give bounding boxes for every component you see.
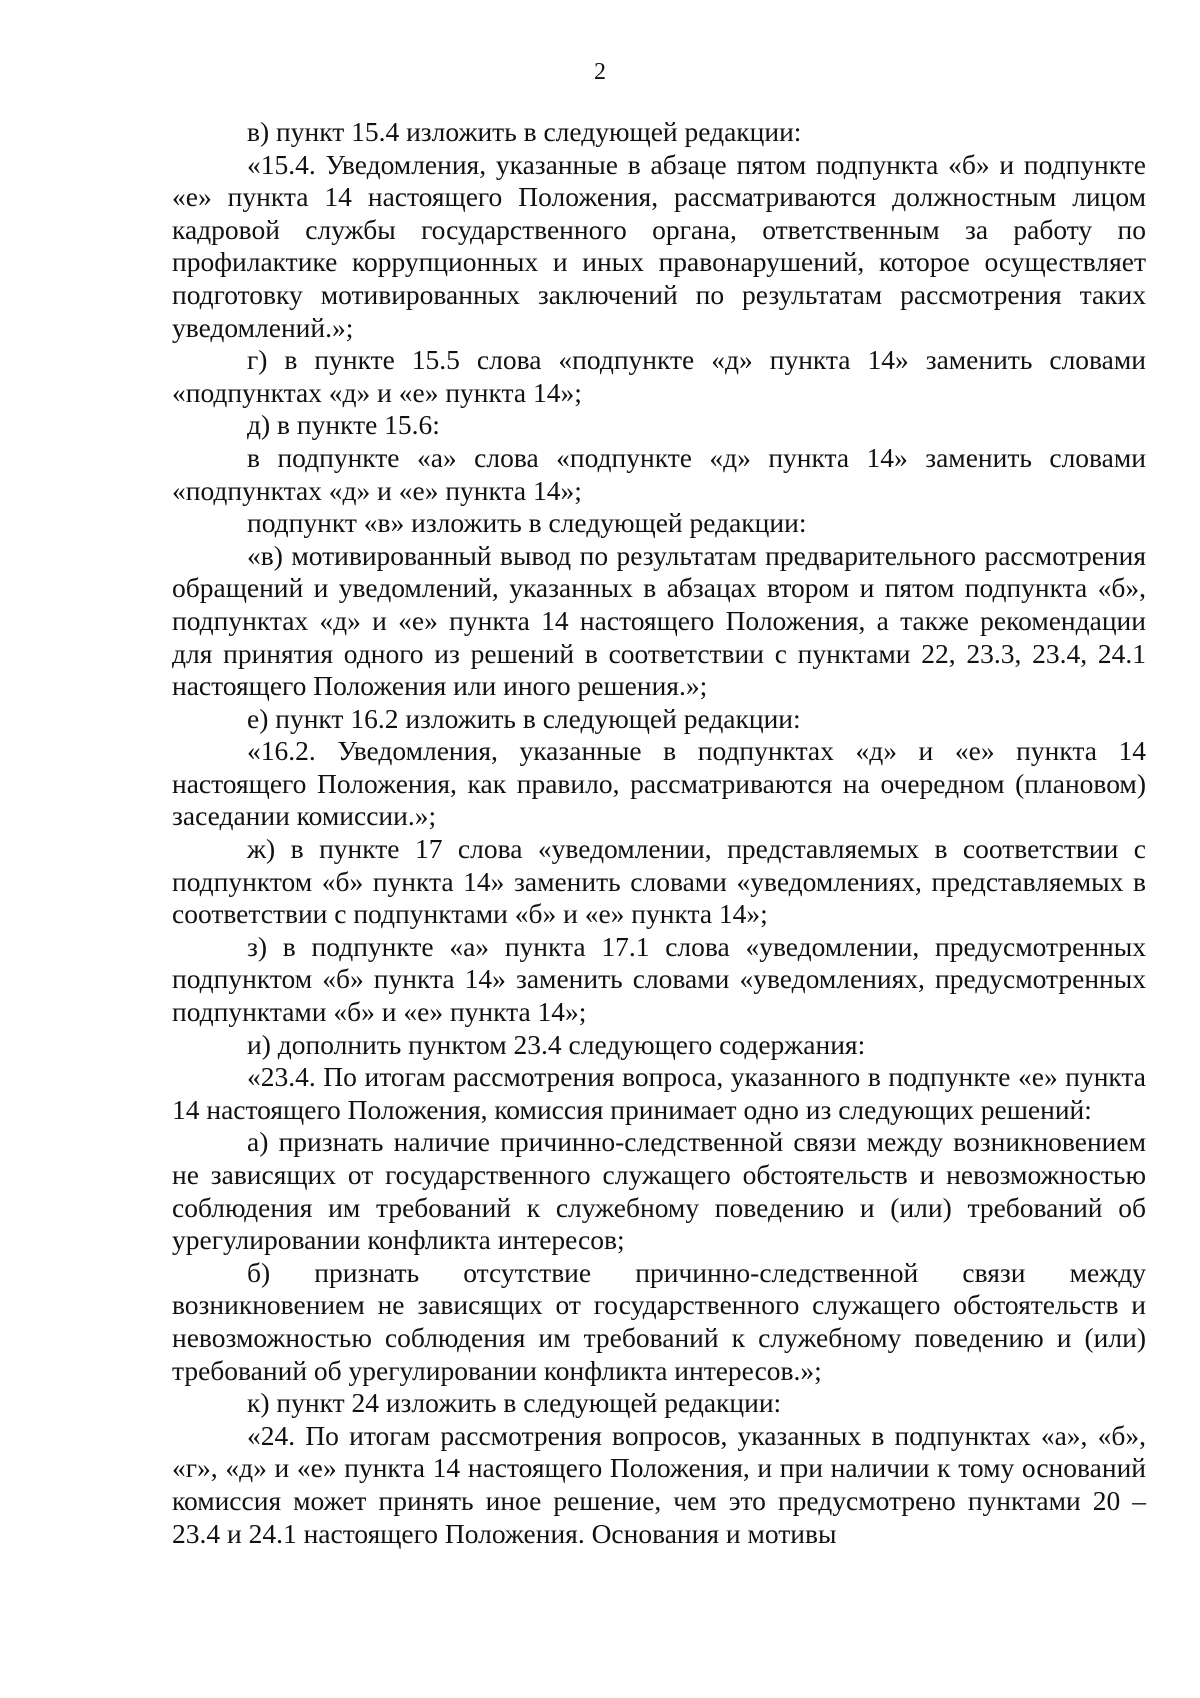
paragraph-23-4-text: «23.4. По итогам рассмотрения вопроса, указанного в подпункте «е» пункта 14 настоящего Положения, комиссия принимает одно из следующих решений: — [172, 1061, 1146, 1125]
paragraph-24-text: «24. По итогам рассмотрения вопросов, указанных в подпунктах «а», «б», «г», «д» и «е» пункта 14 настоящего Положения, и при наличии к тому оснований комиссия может принять иное решение, чем это предусмотрено пунктами 20 – 23.4 и 24.1 настоящего Положения. Основания и мотивы — [172, 1419, 1146, 1549]
paragraph-15-4-text: «15.4. Уведомления, указанные в абзаце пятом подпункта «б» и подпункте «е» пункта 14 настоящего Положения, рассматриваются должностным лицом кадровой службы государственного органа, ответственным за работу по профилактике коррупционных и иных правонарушений, которое осуществляет подготовку мотивированных заключений по результатам рассмотрения таких уведомлений.»; — [172, 148, 1146, 343]
paragraph-17-1: з) в подпункте «а» пункта 17.1 слова «уведомлении, предусмотренных подпунктом «б» пункта 14» заменить словами «уведомлениях, предусмотренных подпунктами «б» и «е» пункта 14»; — [172, 930, 1146, 1028]
paragraph-15-6-v-intro: подпункт «в» изложить в следующей редакции: — [247, 507, 807, 539]
paragraph-15-4-intro: в) пункт 15.4 изложить в следующей редакции: — [247, 116, 802, 147]
paragraph-17: ж) в пункте 17 слова «уведомлении, представляемых в соответствии с подпунктом «б» пункта 14» заменить словами «уведомлениях, представляемых в соответствии с подпунктами «б» и «е» пункта 14»; — [172, 833, 1146, 930]
paragraph-23-4-b: б) признать отсутствие причинно-следственной связи между возникновением не зависящих от государственного служащего обстоятельств и невозможностью соблюдения им требований к служебному поведению и (или) требований об урегулировании конфликта интересов.»; — [172, 1256, 1146, 1386]
paragraph-15-6-intro: д) в пункте 15.6: — [247, 409, 440, 441]
paragraph-16-2-intro: е) пункт 16.2 изложить в следующей редакции: — [247, 702, 801, 734]
paragraph-15-5: г) в пункте 15.5 слова «подпункте «д» пункта 14» заменить словами «подпунктах «д» и «е» пункта 14»; — [172, 344, 1146, 408]
paragraph-23-4-a: а) признать наличие причинно-следственной связи между возникновением не зависящих от государственного служащего обстоятельств и невозможностью соблюдения им требований к служебному поведению и (или) требований об урегулировании конфликта интересов; — [172, 1126, 1146, 1256]
paragraph-15-6-a: в подпункте «а» слова «подпункте «д» пункта 14» заменить словами «подпунктах «д» и «е» пункта 14»; — [172, 441, 1146, 506]
paragraph-16-2-text: «16.2. Уведомления, указанные в подпунктах «д» и «е» пункта 14 настоящего Положения, как правило, рассматриваются на очередном (плановом) заседании комиссии.»; — [172, 735, 1146, 832]
document-body — [172, 116, 1146, 1550]
paragraph-24-intro: к) пункт 24 изложить в следующей редакции: — [247, 1387, 782, 1419]
paragraph-23-4-intro: и) дополнить пунктом 23.4 следующего содержания: — [247, 1028, 866, 1060]
paragraph-15-6-v-text: «в) мотивированный вывод по результатам предварительного рассмотрения обращений и уведомлений, указанных в абзацах втором и пятом подпункта «б», подпунктах «д» и «е» пункта 14 настоящего Положения, а также рекомендации для принятия одного из решений в соответствии с пунктами 22, 23.3, 23.4, 24.1 настоящего Положения или иного решения.»; — [172, 539, 1146, 702]
page-number: 2 — [594, 59, 606, 85]
